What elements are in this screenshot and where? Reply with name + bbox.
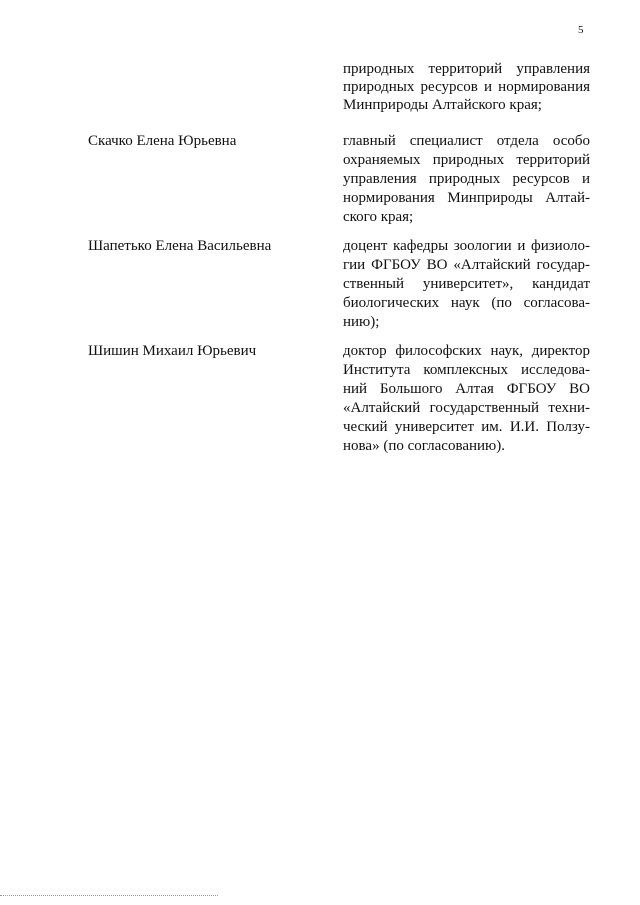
- member-position-line: биологических наук (по согласова-: [343, 295, 590, 311]
- member-position-line: ний Большого Алтая ФГБОУ ВО: [343, 381, 590, 397]
- member-position-line: доцент кафедры зоологии и физиоло-: [343, 238, 590, 254]
- member-name: Шапетько Елена Васильевна: [88, 238, 272, 254]
- member-position-line: нию);: [343, 314, 380, 330]
- footer-rule: [0, 895, 218, 896]
- member-position-line: гии ФГБОУ ВО «Алтайский государ-: [343, 257, 590, 273]
- continuation-line: природных территорий управления: [343, 61, 590, 77]
- member-position-line: ческий университет им. И.И. Ползу-: [343, 419, 590, 435]
- continuation-line: Минприроды Алтайского края;: [343, 97, 542, 113]
- member-position-line: нова» (по согласованию).: [343, 438, 505, 454]
- member-position-line: ского края;: [343, 209, 414, 225]
- member-position-line: доктор философских наук, директор: [343, 343, 590, 359]
- member-name: Шишин Михаил Юрьевич: [88, 343, 257, 359]
- member-name: Скачко Елена Юрьевна: [88, 133, 237, 149]
- member-position-line: ственный университет», кандидат: [343, 276, 590, 292]
- page-number: 5: [578, 24, 584, 36]
- continuation-line: природных ресурсов и нормирования: [343, 79, 590, 95]
- member-position-line: нормирования Минприроды Алтай-: [343, 190, 590, 206]
- member-position-line: охраняемых природных территорий: [343, 152, 590, 168]
- member-position-line: управления природных ресурсов и: [343, 171, 590, 187]
- member-position-line: главный специалист отдела особо: [343, 133, 590, 149]
- member-position-line: Института комплексных исследова-: [343, 362, 590, 378]
- member-position-line: «Алтайский государственный техни-: [343, 400, 590, 416]
